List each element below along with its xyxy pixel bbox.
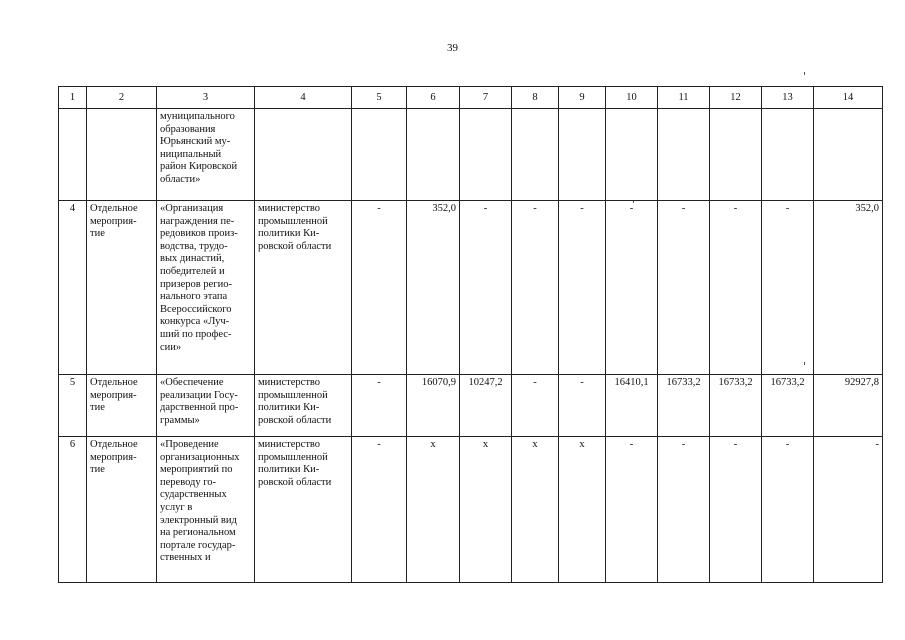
executor-cell: министерство промышленной политики Ки- ровской области — [255, 375, 352, 437]
total-cell: - — [814, 437, 883, 583]
value-cell — [606, 109, 658, 201]
row-number-cell: 5 — [59, 375, 87, 437]
column-header: 14 — [814, 87, 883, 109]
value-cell: 16733,2 — [762, 375, 814, 437]
value-cell: - — [512, 201, 559, 375]
value-cell: - — [606, 437, 658, 583]
value-cell: x — [460, 437, 512, 583]
table-row — [59, 437, 883, 583]
column-header: 1 — [59, 87, 87, 109]
measure-name-cell: «Проведение организационных мероприятий по переводу го- сударственных услуг в электронный вид на региональном портале государ- ственных и — [157, 437, 255, 583]
value-cell: 16070,9 — [407, 375, 460, 437]
total-cell: 92927,8 — [814, 375, 883, 437]
column-header: 12 — [710, 87, 762, 109]
value-cell: x — [407, 437, 460, 583]
value-cell: - — [352, 437, 407, 583]
value-cell — [407, 109, 460, 201]
measure-type-cell — [87, 109, 157, 201]
column-header: 3 — [157, 87, 255, 109]
value-cell: - — [460, 201, 512, 375]
table-row — [59, 201, 883, 375]
measure-type-cell: Отдельное мероприя- тие — [87, 437, 157, 583]
page-number: 39 — [447, 42, 458, 54]
value-cell: 16733,2 — [658, 375, 710, 437]
column-header: 9 — [559, 87, 606, 109]
column-header: 6 — [407, 87, 460, 109]
executor-cell — [255, 109, 352, 201]
column-header: 5 — [352, 87, 407, 109]
measure-type-cell: Отдельное мероприя- тие — [87, 201, 157, 375]
row-number-cell: 6 — [59, 437, 87, 583]
column-header: 4 — [255, 87, 352, 109]
scan-speck — [804, 72, 805, 75]
row-number-cell: 4 — [59, 201, 87, 375]
column-header: 7 — [460, 87, 512, 109]
value-cell: - — [658, 437, 710, 583]
executor-cell: министерство промышленной политики Ки- ровской области — [255, 437, 352, 583]
executor-cell: министерство промышленной политики Ки- ровской области — [255, 201, 352, 375]
column-header: 11 — [658, 87, 710, 109]
value-cell — [512, 109, 559, 201]
value-cell — [460, 109, 512, 201]
measure-name-cell: муниципального образования Юрьянский му- ниципальный район Кировской области» — [157, 109, 255, 201]
value-cell — [352, 109, 407, 201]
value-cell: 352,0 — [407, 201, 460, 375]
value-cell — [710, 109, 762, 201]
row-number-cell — [59, 109, 87, 201]
value-cell: x — [512, 437, 559, 583]
column-number-row — [59, 87, 883, 109]
value-cell: - — [512, 375, 559, 437]
value-cell: 16733,2 — [710, 375, 762, 437]
value-cell: - — [559, 201, 606, 375]
value-cell — [658, 109, 710, 201]
value-cell: - — [352, 201, 407, 375]
column-header: 10 — [606, 87, 658, 109]
value-cell: 16410,1 — [606, 375, 658, 437]
value-cell: - — [559, 375, 606, 437]
value-cell: x — [559, 437, 606, 583]
total-cell — [814, 109, 883, 201]
value-cell: - — [658, 201, 710, 375]
value-cell: - — [352, 375, 407, 437]
table-row — [59, 109, 883, 201]
value-cell: - — [710, 437, 762, 583]
value-cell: 10247,2 — [460, 375, 512, 437]
total-cell: 352,0 — [814, 201, 883, 375]
value-cell — [559, 109, 606, 201]
column-header: 2 — [87, 87, 157, 109]
value-cell — [762, 109, 814, 201]
measure-type-cell: Отдельное мероприя- тие — [87, 375, 157, 437]
column-header: 8 — [512, 87, 559, 109]
table-row — [59, 375, 883, 437]
value-cell: - — [762, 201, 814, 375]
value-cell: - — [762, 437, 814, 583]
measure-name-cell: «Обеспечение реализации Госу- дарственной про- граммы» — [157, 375, 255, 437]
column-header: 13 — [762, 87, 814, 109]
value-cell: - — [606, 201, 658, 375]
measure-name-cell: «Организация награждения пе- редовиков произ- водства, трудо- вых династий, победителей и призеров регио- нального этапа Всероссийского конкурса «Луч- ший по профес- сии» — [157, 201, 255, 375]
measures-table — [58, 86, 883, 583]
value-cell: - — [710, 201, 762, 375]
